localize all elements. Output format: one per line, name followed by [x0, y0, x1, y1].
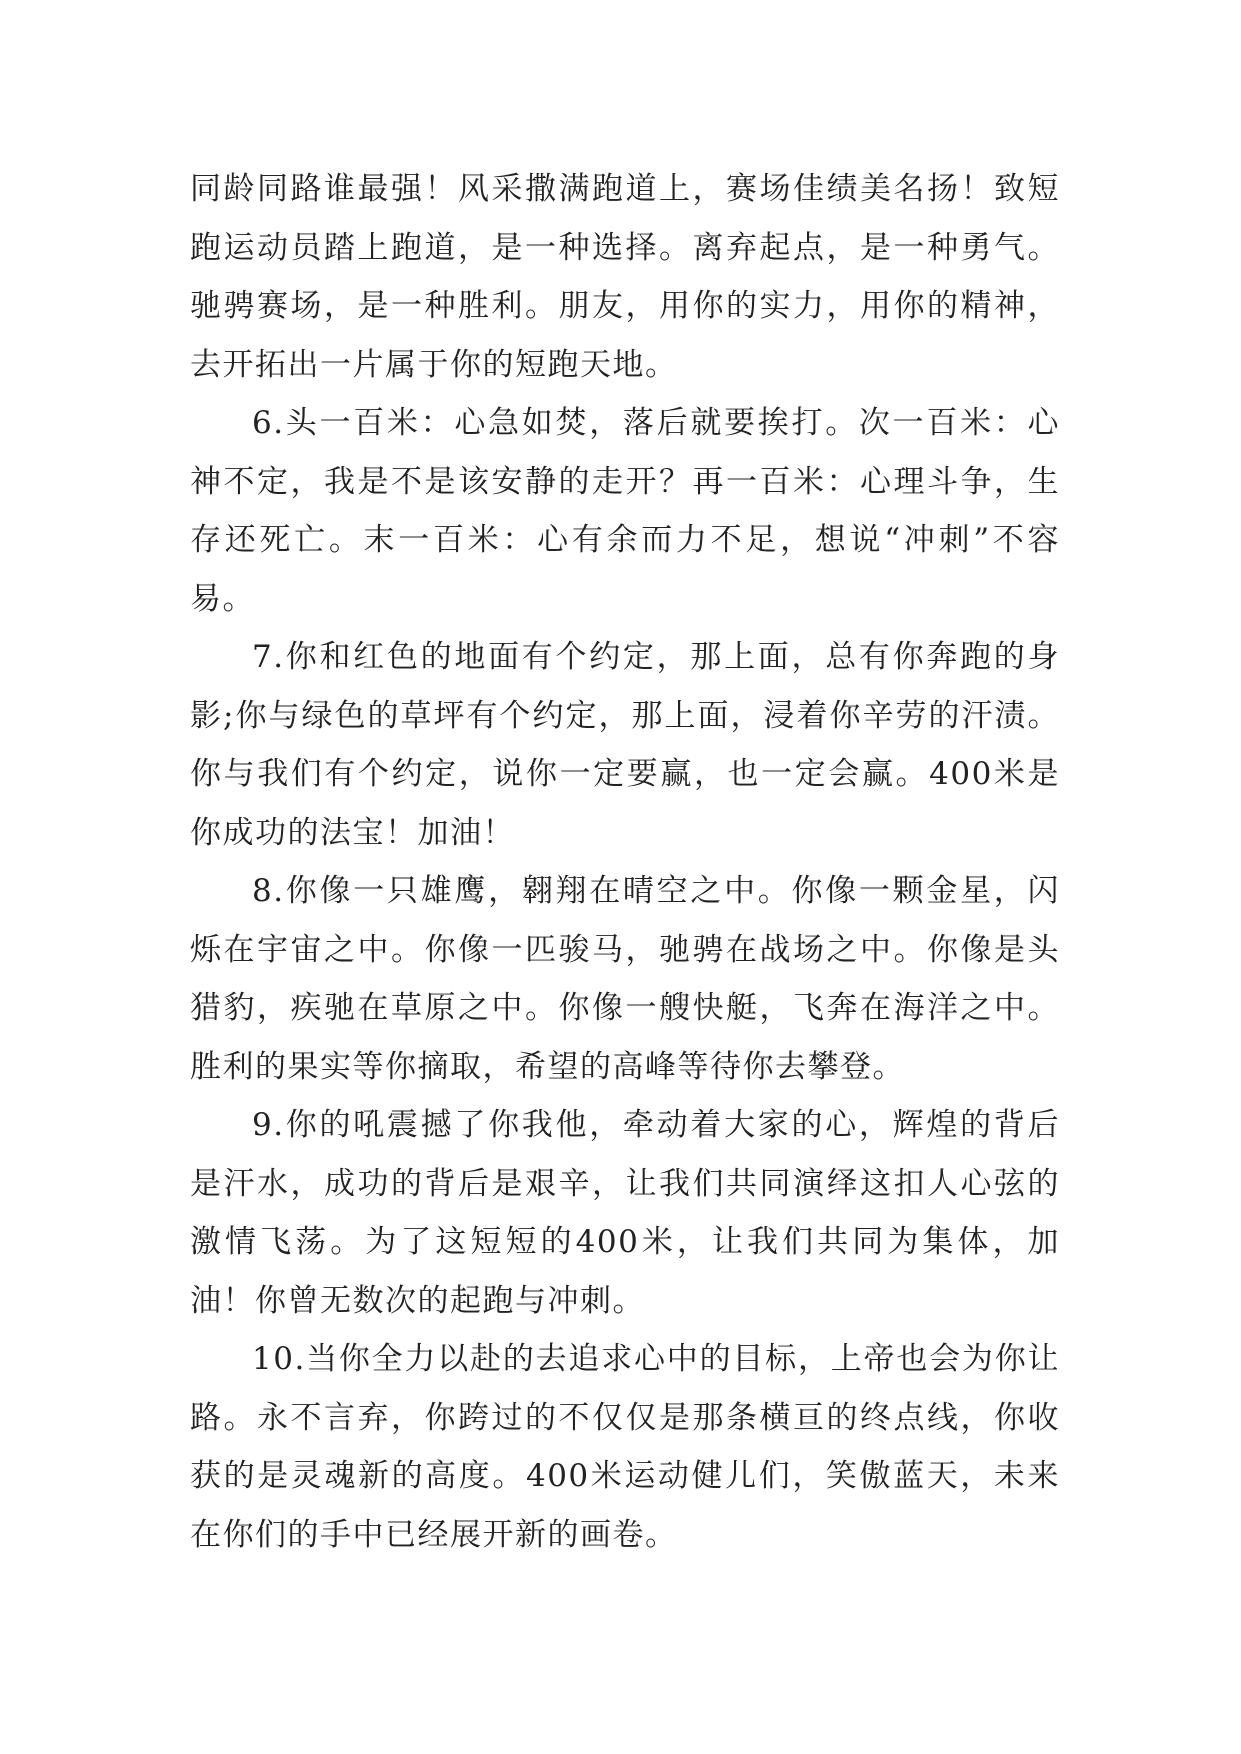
paragraph-6: 6.头一百米：心急如焚，落后就要挨打。次一百米：心神不定，我是不是该安静的走开？再一百米：心理斗争，生存还死亡。末一百米：心有余而力不足，想说“冲刺”不容易。: [190, 405, 1060, 617]
paragraph-8: 8.你像一只雄鹰，翱翔在晴空之中。你像一颗金星，闪烁在宇宙之中。你像一匹骏马，驰骋在战场之中。你像是头猎豹，疾驰在草原之中。你像一艘快艇，飞奔在海洋之中。胜利的果实等你摘取，希望的高峰等待你去攀登。: [190, 873, 1060, 1085]
paragraph-10: 10.当你全力以赴的去追求心中的目标，上帝也会为你让路。永不言弃，你跨过的不仅仅是那条横亘的终点线，你收获的是灵魂新的高度。400米运动健儿们，笑傲蓝天，未来在你们的手中已经展开新的画卷。: [190, 1341, 1060, 1553]
paragraph-7: 7.你和红色的地面有个约定，那上面，总有你奔跑的身影;你与绿色的草坪有个约定，那上面，浸着你辛劳的汗渍。你与我们有个约定，说你一定要赢，也一定会赢。400米是你成功的法宝！加油！: [190, 639, 1060, 851]
paragraph-continuation: 同龄同路谁最强！风采撒满跑道上，赛场佳绩美名扬！致短跑运动员踏上跑道，是一种选择。离弃起点，是一种勇气。驰骋赛场，是一种胜利。朋友，用你的实力，用你的精神，去开拓出一片属于你的短跑天地。: [190, 171, 1060, 383]
document-body: [190, 160, 1060, 1564]
paragraph-9: 9.你的吼震撼了你我他，牵动着大家的心，辉煌的背后是汗水，成功的背后是艰辛，让我们共同演绎这扣人心弦的激情飞荡。为了这短短的400米，让我们共同为集体，加油！你曾无数次的起跑与冲刺。: [190, 1107, 1060, 1319]
